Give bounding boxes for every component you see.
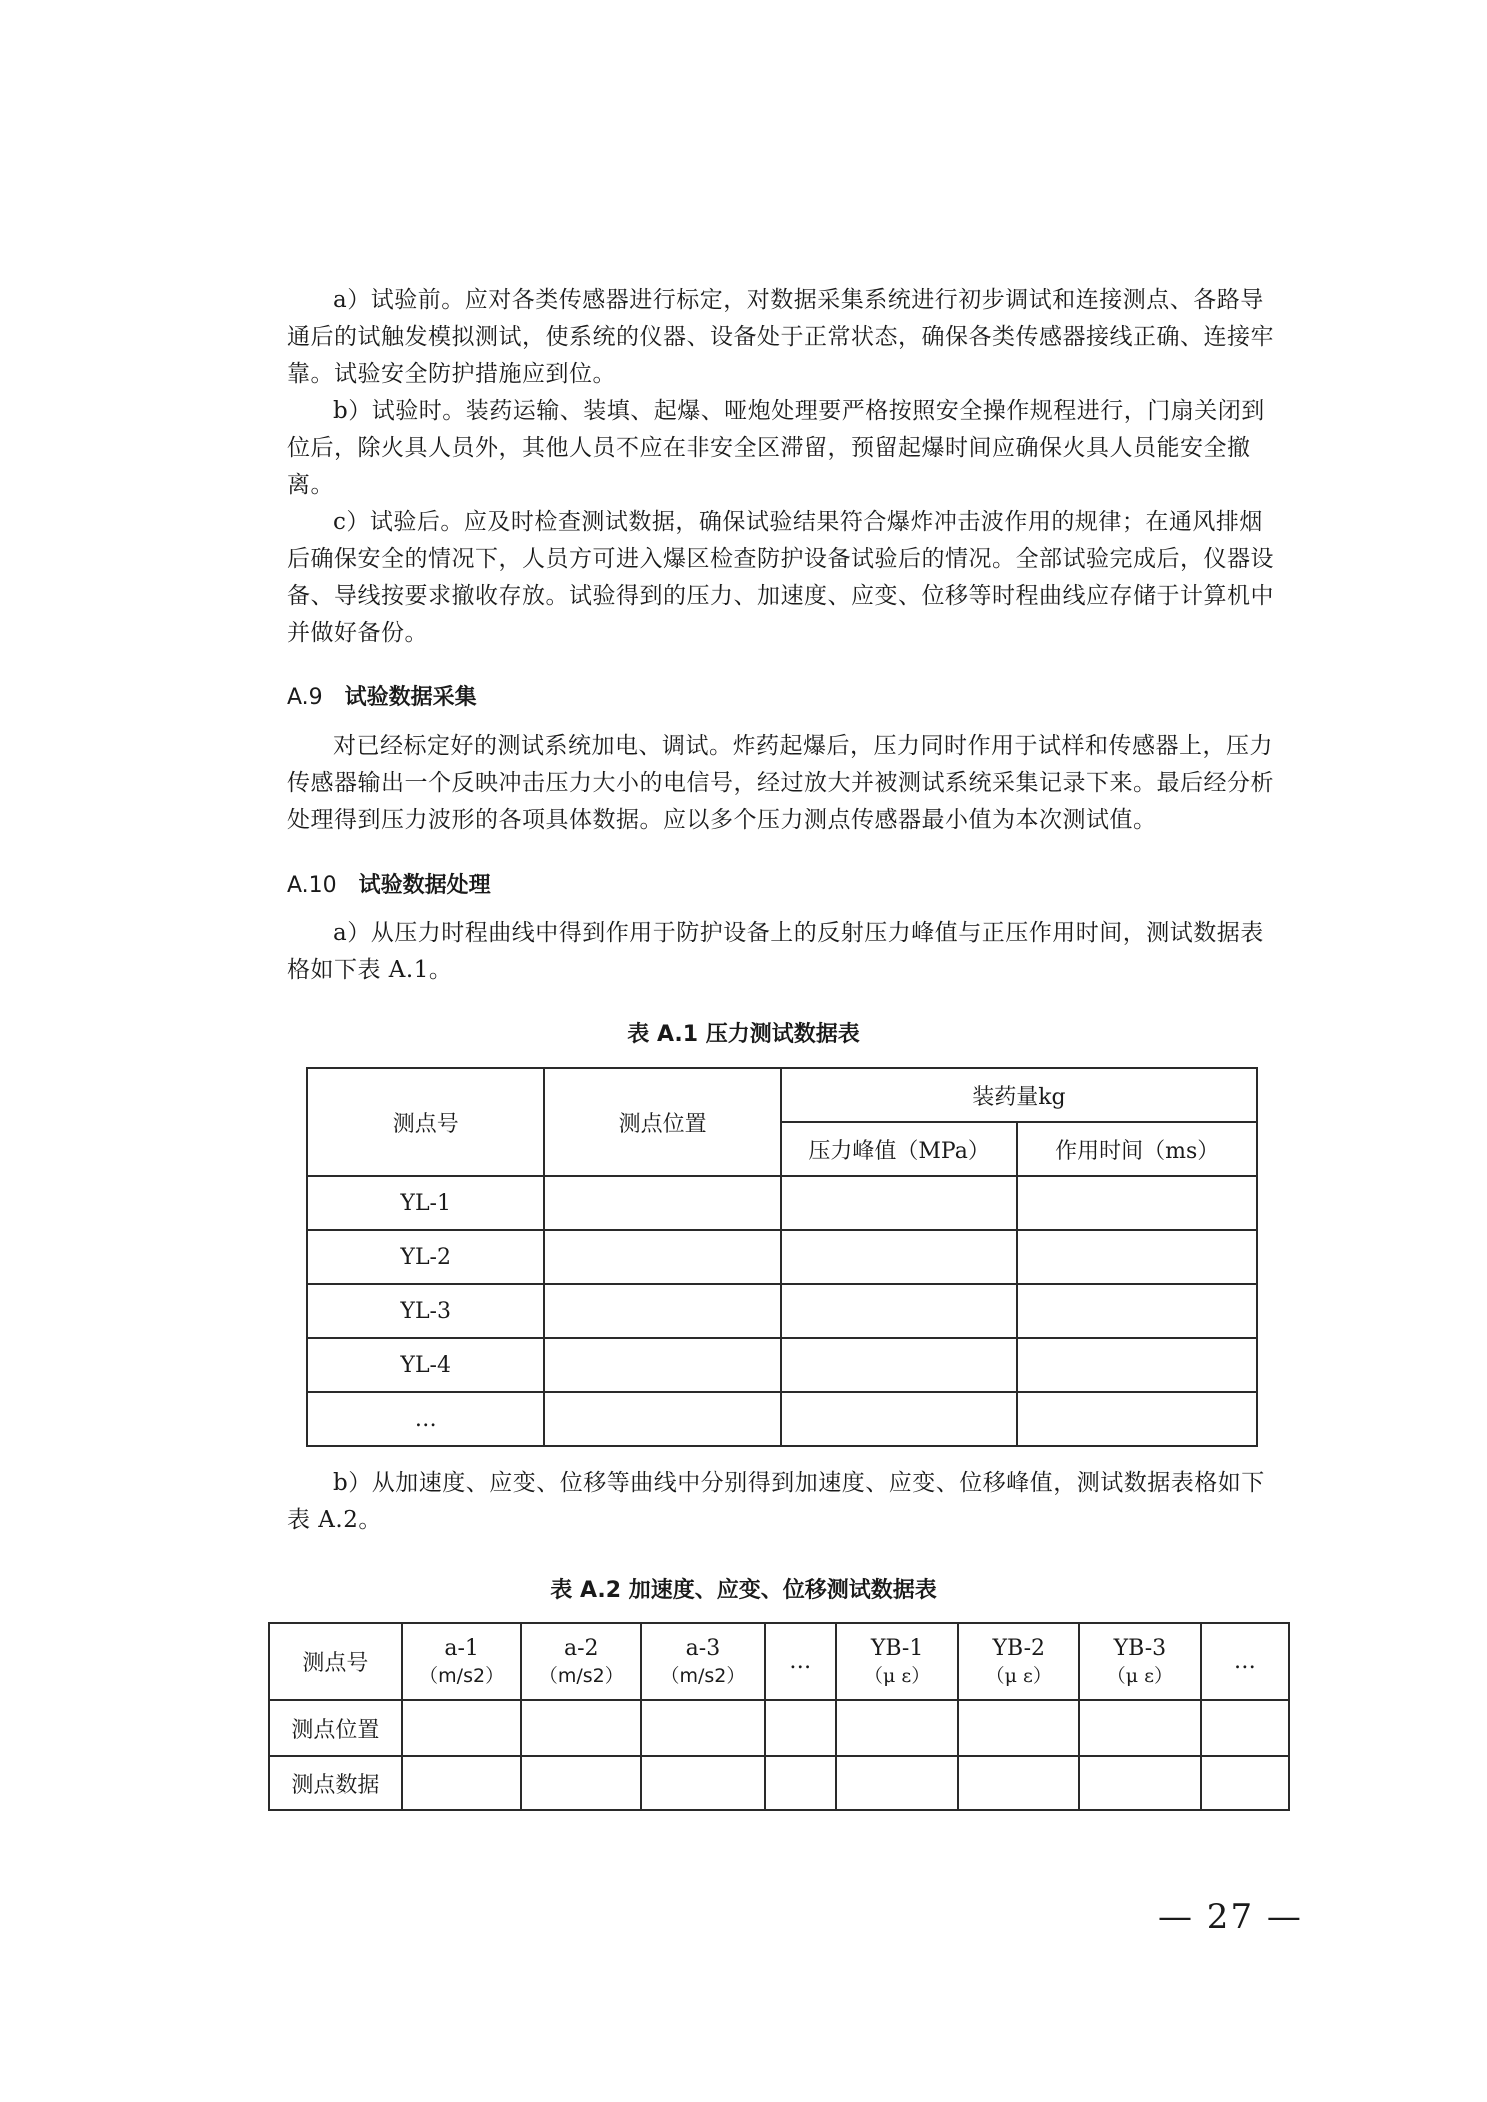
column-name: YB-1 [870,1635,924,1661]
point-id-cell: YL-3 [307,1284,544,1338]
paragraph-after-test: c）试验后。应及时检查测试数据，确保试验结果符合爆炸冲击波作用的规律；在通风排烟后确保安全的情况下，人员方可进入爆区检查防护设备试验后的情况。全部试验完成后，仪器设备、导线按要求撤收存放。试验得到的压力、加速度、应变、位移等时程曲线应存储于计算机中并做好备份。 [287,509,1274,646]
table-a1-caption: 表 A.1 压力测试数据表 [627,1022,860,1047]
empty-cell [544,1338,780,1392]
empty-cell [544,1176,780,1230]
empty-cell [781,1176,1018,1230]
section-title: 试验数据采集 [344,685,477,710]
section-a10-body-a [287,915,1284,989]
header-point-no: 测点号 [307,1068,544,1176]
column-header [641,1623,765,1700]
header-duration: 作用时间（ms） [1017,1122,1257,1176]
header-point-location: 测点位置 [544,1068,780,1176]
empty-cell [836,1756,959,1810]
column-header [521,1623,641,1700]
empty-cell [1017,1338,1257,1392]
column-unit: （m/s2） [660,1664,746,1687]
empty-cell [1017,1284,1257,1338]
point-id-cell: YL-2 [307,1230,544,1284]
section-title: 试验数据处理 [358,873,491,898]
column-name: a-3 [685,1635,721,1661]
table-a2-caption: 表 A.2 加速度、应变、位移测试数据表 [550,1578,937,1603]
paragraph-data-acquisition: 对已经标定好的测试系统加电、调试。炸药起爆后，压力同时作用于试样和传感器上，压力传感器输出一个反映冲击压力大小的电信号，经过放大并被测试系统采集记录下来。最后经分析处理得到压力波形的各项具体数据。应以多个压力测点传感器最小值为本次测试值。 [287,733,1274,833]
header-peak-pressure: 压力峰值（MPa） [781,1122,1018,1176]
empty-cell [641,1756,765,1810]
empty-cell [958,1700,1079,1756]
column-name: a-1 [444,1635,479,1661]
empty-cell [521,1700,641,1756]
acceleration-strain-table [268,1622,1290,1811]
empty-cell [958,1756,1079,1810]
empty-cell [1017,1176,1257,1230]
pressure-data-table [306,1067,1258,1447]
column-unit: （m/s2） [419,1664,505,1687]
column-name: YB-2 [992,1635,1045,1661]
empty-cell [402,1756,522,1810]
paragraph-before-test: a）试验前。应对各类传感器进行标定，对数据采集系统进行初步调试和连接测点、各路导通后的试触发模拟测试，使系统的仪器、设备处于正常状态，确保各类传感器接线正确、连接牢靠。试验安全防护措施应到位。 [287,287,1274,387]
empty-cell [1079,1700,1201,1756]
empty-cell [1201,1700,1289,1756]
table-row [307,1176,1257,1230]
column-header [836,1623,959,1700]
point-id-cell: … [307,1392,544,1446]
empty-cell [765,1700,836,1756]
section-a10-body-b [287,1465,1284,1539]
column-unit: （μ ε） [863,1664,931,1687]
column-unit: （μ ε） [1106,1664,1173,1687]
section-a9-heading [287,680,477,711]
empty-cell [781,1230,1018,1284]
column-header [402,1623,522,1700]
empty-cell [836,1700,959,1756]
header-point-no: 测点号 [269,1623,402,1700]
empty-cell [544,1392,780,1446]
point-id-cell: YL-1 [307,1176,544,1230]
section-number: A.9 [287,685,323,710]
table-row [269,1756,1289,1810]
section-number: A.10 [287,873,337,898]
empty-cell [1017,1230,1257,1284]
column-name: a-2 [564,1635,599,1661]
header-charge: 装药量kg [781,1068,1257,1122]
paragraph-acceleration-processing: b）从加速度、应变、位移等曲线中分别得到加速度、应变、位移峰值，测试数据表格如下表 A.2。 [287,1470,1265,1533]
column-header [1079,1623,1201,1700]
paragraph-pressure-processing: a）从压力时程曲线中得到作用于防护设备上的反射压力峰值与正压作用时间，测试数据表格如下表 A.1。 [287,920,1264,983]
table-row [269,1700,1289,1756]
empty-cell [781,1392,1018,1446]
empty-cell [402,1700,522,1756]
column-name: … [1233,1649,1256,1674]
point-id-cell: YL-4 [307,1338,544,1392]
section-a8-body [287,282,1284,652]
section-a9-body [287,728,1284,839]
page-number: — 27 — [1158,1897,1303,1937]
column-header [958,1623,1079,1700]
row-label: 测点数据 [269,1756,402,1810]
empty-cell [521,1756,641,1810]
empty-cell [781,1284,1018,1338]
column-unit: （μ ε） [985,1664,1052,1687]
column-header [1201,1623,1289,1700]
table-row [307,1338,1257,1392]
empty-cell [1079,1756,1201,1810]
row-label: 测点位置 [269,1700,402,1756]
column-name: … [789,1649,812,1674]
table-row [307,1230,1257,1284]
empty-cell [544,1284,780,1338]
paragraph-during-test: b）试验时。装药运输、装填、起爆、哑炮处理要严格按照安全操作规程进行，门扇关闭到位后，除火具人员外，其他人员不应在非安全区滞留，预留起爆时间应确保火具人员能安全撤离。 [287,398,1265,498]
table-row [307,1284,1257,1338]
section-a10-heading [287,868,491,899]
column-header [765,1623,836,1700]
empty-cell [1017,1392,1257,1446]
empty-cell [641,1700,765,1756]
table-row [307,1392,1257,1446]
empty-cell [781,1338,1018,1392]
column-unit: （m/s2） [538,1664,624,1687]
column-name: YB-3 [1113,1635,1167,1661]
empty-cell [1201,1756,1289,1810]
empty-cell [765,1756,836,1810]
empty-cell [544,1230,780,1284]
